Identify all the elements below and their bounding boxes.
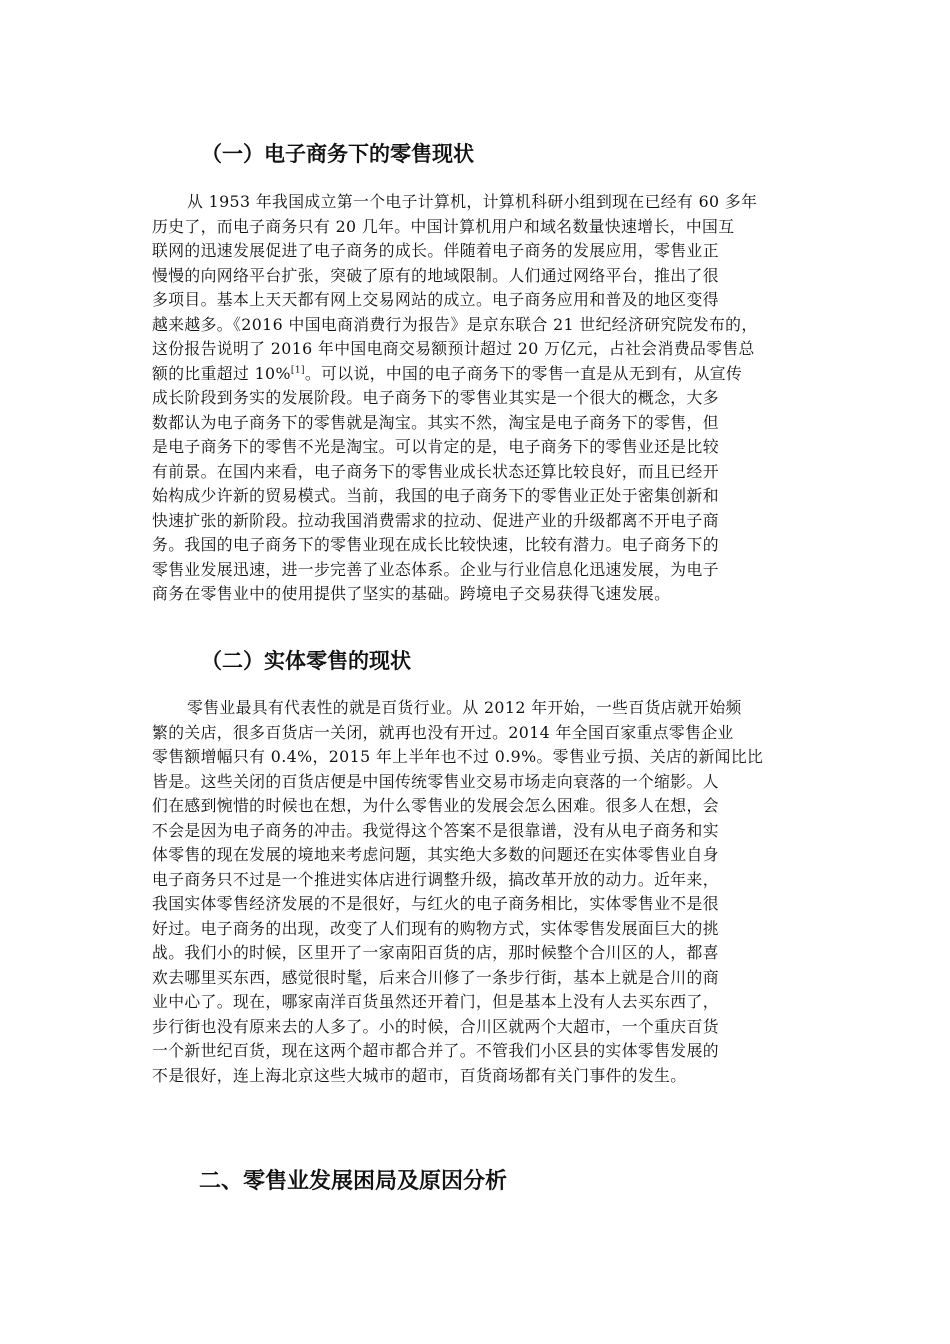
text-line: 这份报告说明了 2016 年中国电商交易额预计超过 20 万亿元，占社会消费品零售总 [152,339,755,358]
text-line: 有前景。在国内来看，电子商务下的零售业成长状态还算比较良好，而且已经开 [152,461,719,481]
text-line: 零售业最具有代表性的就是百货行业。从 2012 年开始，一些百货店就开始频 [187,698,742,717]
section-heading-2: 二、零售业发展困局及原因分析 [199,1169,508,1194]
citation-marker: [1] [290,365,305,376]
text-line: 历史了，而电子商务只有 20 几年。中国计算机用户和域名数量快速增长，中国互 [152,216,735,236]
text-line: 一个新世纪百货，现在这两个超市都合并了。不管我们小区县的实体零售发展的 [152,1041,719,1060]
paragraph-physical-retail [152,696,842,1088]
text-line: 战。我们小的时候，区里开了一家南阳百货的店，那时候整个合川区的人，都喜 [152,943,719,962]
text-segment: 。可以说，中国的电子商务下的零售一直是从无到有，从宣传 [304,363,743,383]
text-line: 联网的迅速发展促进了电子商务的成长。伴随着电子商务的发展应用，零售业正 [152,241,719,260]
text-line: 们在感到惋惜的时候也在想，为什么零售业的发展会怎么困难。很多人在想，会 [152,796,719,815]
text-line: 繁的关店，很多百货店一关闭，就再也没有开过。2014 年全国百家重点零售企业 [152,722,734,742]
text-line: 成长阶段到务实的发展阶段。电子商务下的零售业其实是一个很大的概念，大多 [152,388,719,407]
text-line: 商务在零售业中的使用提供了坚实的基础。跨境电子交易获得飞速发展。 [152,584,671,603]
text-line: 业中心了。现在，哪家南洋百货虽然还开着门，但是基本上没有人去买东西了， [152,992,719,1011]
text-line: 步行街也没有原来去的人多了。小的时候，合川区就两个大超市，一个重庆百货 [152,1016,719,1036]
text-line: 越来越多。《2016 中国电商消费行为报告》是京东联合 21 世纪经济研究院发布的， [152,314,758,334]
text-line: 我国实体零售经济发展的不是很好，与红火的电子商务相比，实体零售业不是很 [152,894,719,913]
section-heading-1-2: （二）实体零售的现状 [201,649,411,673]
text-line: 零售业发展迅速，进一步完善了业态体系。企业与行业信息化迅速发展，为电子 [152,559,719,579]
text-line: 快速扩张的新阶段。拉动我国消费需求的拉动、促进产业的升级都离不开电子商 [152,510,719,530]
text-line: 慢慢的向网络平台扩张，突破了原有的地域限制。人们通过网络平台，推出了很 [152,265,719,285]
text-line: 零售额增幅只有 0.4%，2015 年上半年也不过 0.9%。零售业亏损、关店的新闻比比 [152,747,764,766]
text-line: 多项目。基本上天天都有网上交易网站的成立。电子商务应用和普及的地区变得 [152,290,719,309]
text-segment: 额的比重超过 10% [152,363,291,383]
text-line: 不是很好，连上海北京这些大城市的超市，百货商场都有关门事件的发生。 [152,1065,687,1085]
text-line: 从 1953 年我国成立第一个电子计算机，计算机科研小组到现在已经有 60 多年 [187,192,758,211]
text-line: 好过。电子商务的出现，改变了人们现有的购物方式，实体零售发展面巨大的挑 [152,918,719,938]
text-line: 是电子商务下的零售不光是淘宝。可以肯定的是，电子商务下的零售业还是比较 [152,437,719,456]
text-line: 数都认为电子商务下的零售就是淘宝。其实不然，淘宝是电子商务下的零售，但 [152,412,719,432]
section-heading-1-1: （一）电子商务下的零售现状 [201,142,474,166]
text-line: 不会是因为电子商务的冲击。我觉得这个答案不是很靠谱，没有从电子商务和实 [152,820,719,840]
text-line-with-citation [152,362,842,387]
text-line: 电子商务只不过是一个推进实体店进行调整升级，搞改革开放的动力。近年来， [152,869,719,889]
text-line: 务。我国的电子商务下的零售业现在成长比较快速，比较有潜力。电子商务下的 [152,535,719,554]
text-line: 始构成少许新的贸易模式。当前，我国的电子商务下的零售业正处于密集创新和 [152,486,719,505]
text-line: 体零售的现在发展的境地来考虑问题，其实绝大多数的问题还在实体零售业自身 [152,845,719,864]
paragraph-ecommerce-retail [152,190,842,607]
text-line: 皆是。这些关闭的百货店便是中国传统零售业交易市场走向衰落的一个缩影。人 [152,771,719,791]
text-line: 欢去哪里买东西，感觉很时髦，后来合川修了一条步行街，基本上就是合川的商 [152,967,719,987]
